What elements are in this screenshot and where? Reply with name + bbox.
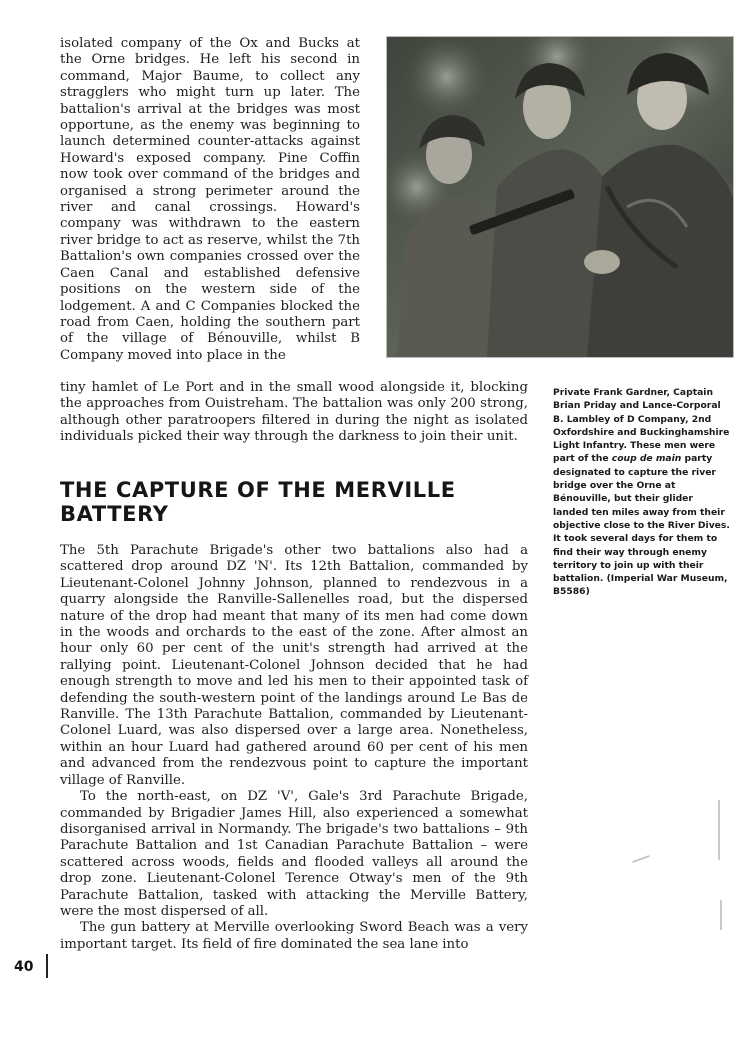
caption-italic: coup de main — [611, 453, 682, 465]
page-number: 40 — [14, 959, 34, 975]
paragraph: The 5th Parachute Brigade's other two battalions also had a scattered drop around DZ 'N'. Its 12th Battalion, commanded by Lieutenant-Colonel Johnny Johnson, planned to rendezvous in a quarry alongside the Ranville-Sallenelles road, but the dispersed nature of the drop had meant that many of its men had come down in the woods and orchards to the east of the zone. After almost an hour only 60 per cent of the unit's strength had arrived at the rallying point. Lieutenant-Colonel Johnson decided that he had enough strength to move and led his men to their appointed task of defending the south-western point of the landings around Le Bas de Ranville. The 13th Parachute Battalion, commanded by Lieutenant-Colonel Luard, was also dispersed over a large area. Nonetheless, within an hour Luard had gathered around 60 per cent of his men and advanced from the rendezvous point to capture the important village of Ranville. — [60, 543, 528, 788]
caption-text-2: party designated to capture the river bridge over the Orne at Bénouville, but their glider landed ten miles away from their objective close to the River Dives. It took several days for them to find their way through enemy territory to join up with their battalion. (Imperial War Museum, B5586) — [553, 453, 730, 598]
soldiers-photograph — [386, 36, 734, 358]
body-text-top: isolated company of the Ox and Bucks at the Orne bridges. He left his second in command, Major Baume, to collect any stragglers who might turn up later. The battalion's arrival at the bridges was most opportune, as the enemy was beginning to launch determined counter-attacks against Howard's exposed company. Pine Coffin now took over command of the bridges and organised a strong perimeter around the river and canal crossings. Howard's company was withdrawn to the eastern river bridge to act as reserve, whilst the 7th Battalion's own companies crossed over the Caen Canal and established defensive positions on the western side of the lodgement. A and C Companies blocked the road from Caen, holding the southern part of the village of Bénouville, whilst B Company moved into place in the — [60, 36, 360, 363]
caption-text-1: Private Frank Gardner, Captain Brian Priday and Lance-Corporal B. Lambley of D Company, 2nd Oxfordshire and Buckinghamshire Light Infantry. These men were part of the — [553, 387, 730, 465]
section-heading: THE CAPTURE OF THE MERVILLE BATTERY — [60, 478, 456, 526]
scan-mark — [632, 855, 650, 863]
photo-caption — [553, 386, 731, 599]
body-text-continued: tiny hamlet of Le Port and in the small wood alongside it, blocking the approaches from Ouistreham. The battalion was only 200 strong, although other paratroopers filtered in during the night as isolated individuals picked their way through the darkness to join their unit. — [60, 380, 528, 445]
scan-mark — [718, 800, 720, 860]
paragraph: The gun battery at Merville overlooking Sword Beach was a very important target. Its field of fire dominated the sea lane into — [60, 920, 528, 952]
page-number-rule — [46, 954, 48, 978]
photo-illustration — [387, 37, 733, 357]
paragraph: To the north-east, on DZ 'V', Gale's 3rd Parachute Brigade, commanded by Brigadier James Hill, also experienced a somewhat disorganised arrival in Normandy. The brigade's two battalions – 9th Parachute Battalion and 1st Canadian Parachute Battalion – were scattered across woods, fields and flooded valleys all around the drop zone. Lieutenant-Colonel Terence Otway's men of the 9th Parachute Battalion, tasked with attacking the Merville Battery, were the most dispersed of all. — [60, 789, 528, 919]
scan-mark — [720, 900, 722, 930]
body-text-main — [60, 543, 528, 953]
